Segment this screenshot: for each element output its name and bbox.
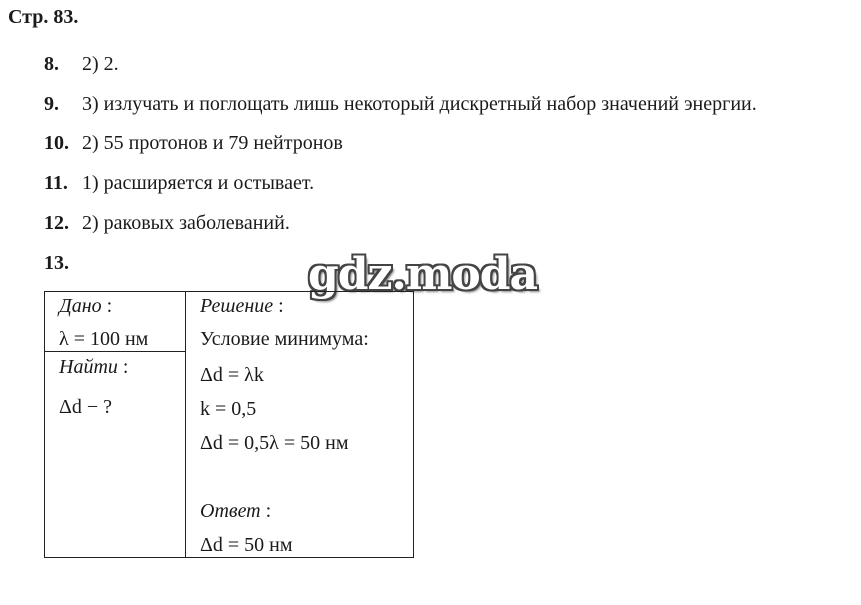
given-value: λ = 100 нм (59, 328, 149, 350)
given-label: Дано (59, 295, 102, 317)
page-number: Стр. 83. (8, 6, 79, 28)
answer-value: Δd = 50 нм (200, 534, 293, 556)
watermark-logo: gdz.moda (308, 249, 538, 300)
answer-13-number: 13. (44, 252, 69, 274)
answer-10 (44, 132, 343, 155)
answer-9-text: 3) излучать и поглощать лишь некоторый дискретный набор значений энергии. (82, 93, 757, 115)
given-heading (59, 295, 112, 318)
solution-line-2: Δd = λk (200, 364, 264, 386)
solution-line-3: k = 0,5 (200, 398, 257, 420)
answer-12-text: 2) раковых заболеваний. (82, 212, 290, 234)
answer-8-number: 8. (44, 53, 59, 75)
answer-8-text: 2) 2. (82, 53, 119, 75)
answer-colon: : (260, 500, 272, 522)
given-colon: : (101, 295, 113, 317)
find-label: Найти (59, 356, 118, 378)
answer-13 (44, 252, 69, 275)
answer-label: Ответ (200, 500, 261, 522)
answer-9 (44, 93, 757, 116)
answer-8 (44, 53, 119, 76)
solution-line-1: Условие минимума: (200, 328, 369, 350)
solution-colon: : (273, 295, 284, 317)
task-13-table (44, 291, 414, 558)
find-heading (59, 356, 128, 379)
answer-9-number: 9. (44, 93, 59, 115)
answer-11-number: 11. (44, 172, 68, 194)
answer-10-number: 10. (44, 132, 69, 154)
find-colon: : (117, 356, 129, 378)
answer-11-text: 1) расширяется и остывает. (82, 172, 315, 194)
answer-10-text: 2) 55 протонов и 79 нейтронов (82, 132, 343, 154)
solution-line-4: Δd = 0,5λ = 50 нм (200, 432, 349, 454)
answer-12 (44, 212, 290, 235)
answer-heading (200, 500, 271, 523)
answer-11 (44, 172, 314, 195)
table-column-divider (185, 292, 186, 557)
table-given-divider (45, 351, 185, 352)
find-value: Δd − ? (59, 396, 113, 418)
answer-12-number: 12. (44, 212, 69, 234)
solution-heading (200, 295, 284, 318)
solution-label: Решение (200, 295, 274, 317)
